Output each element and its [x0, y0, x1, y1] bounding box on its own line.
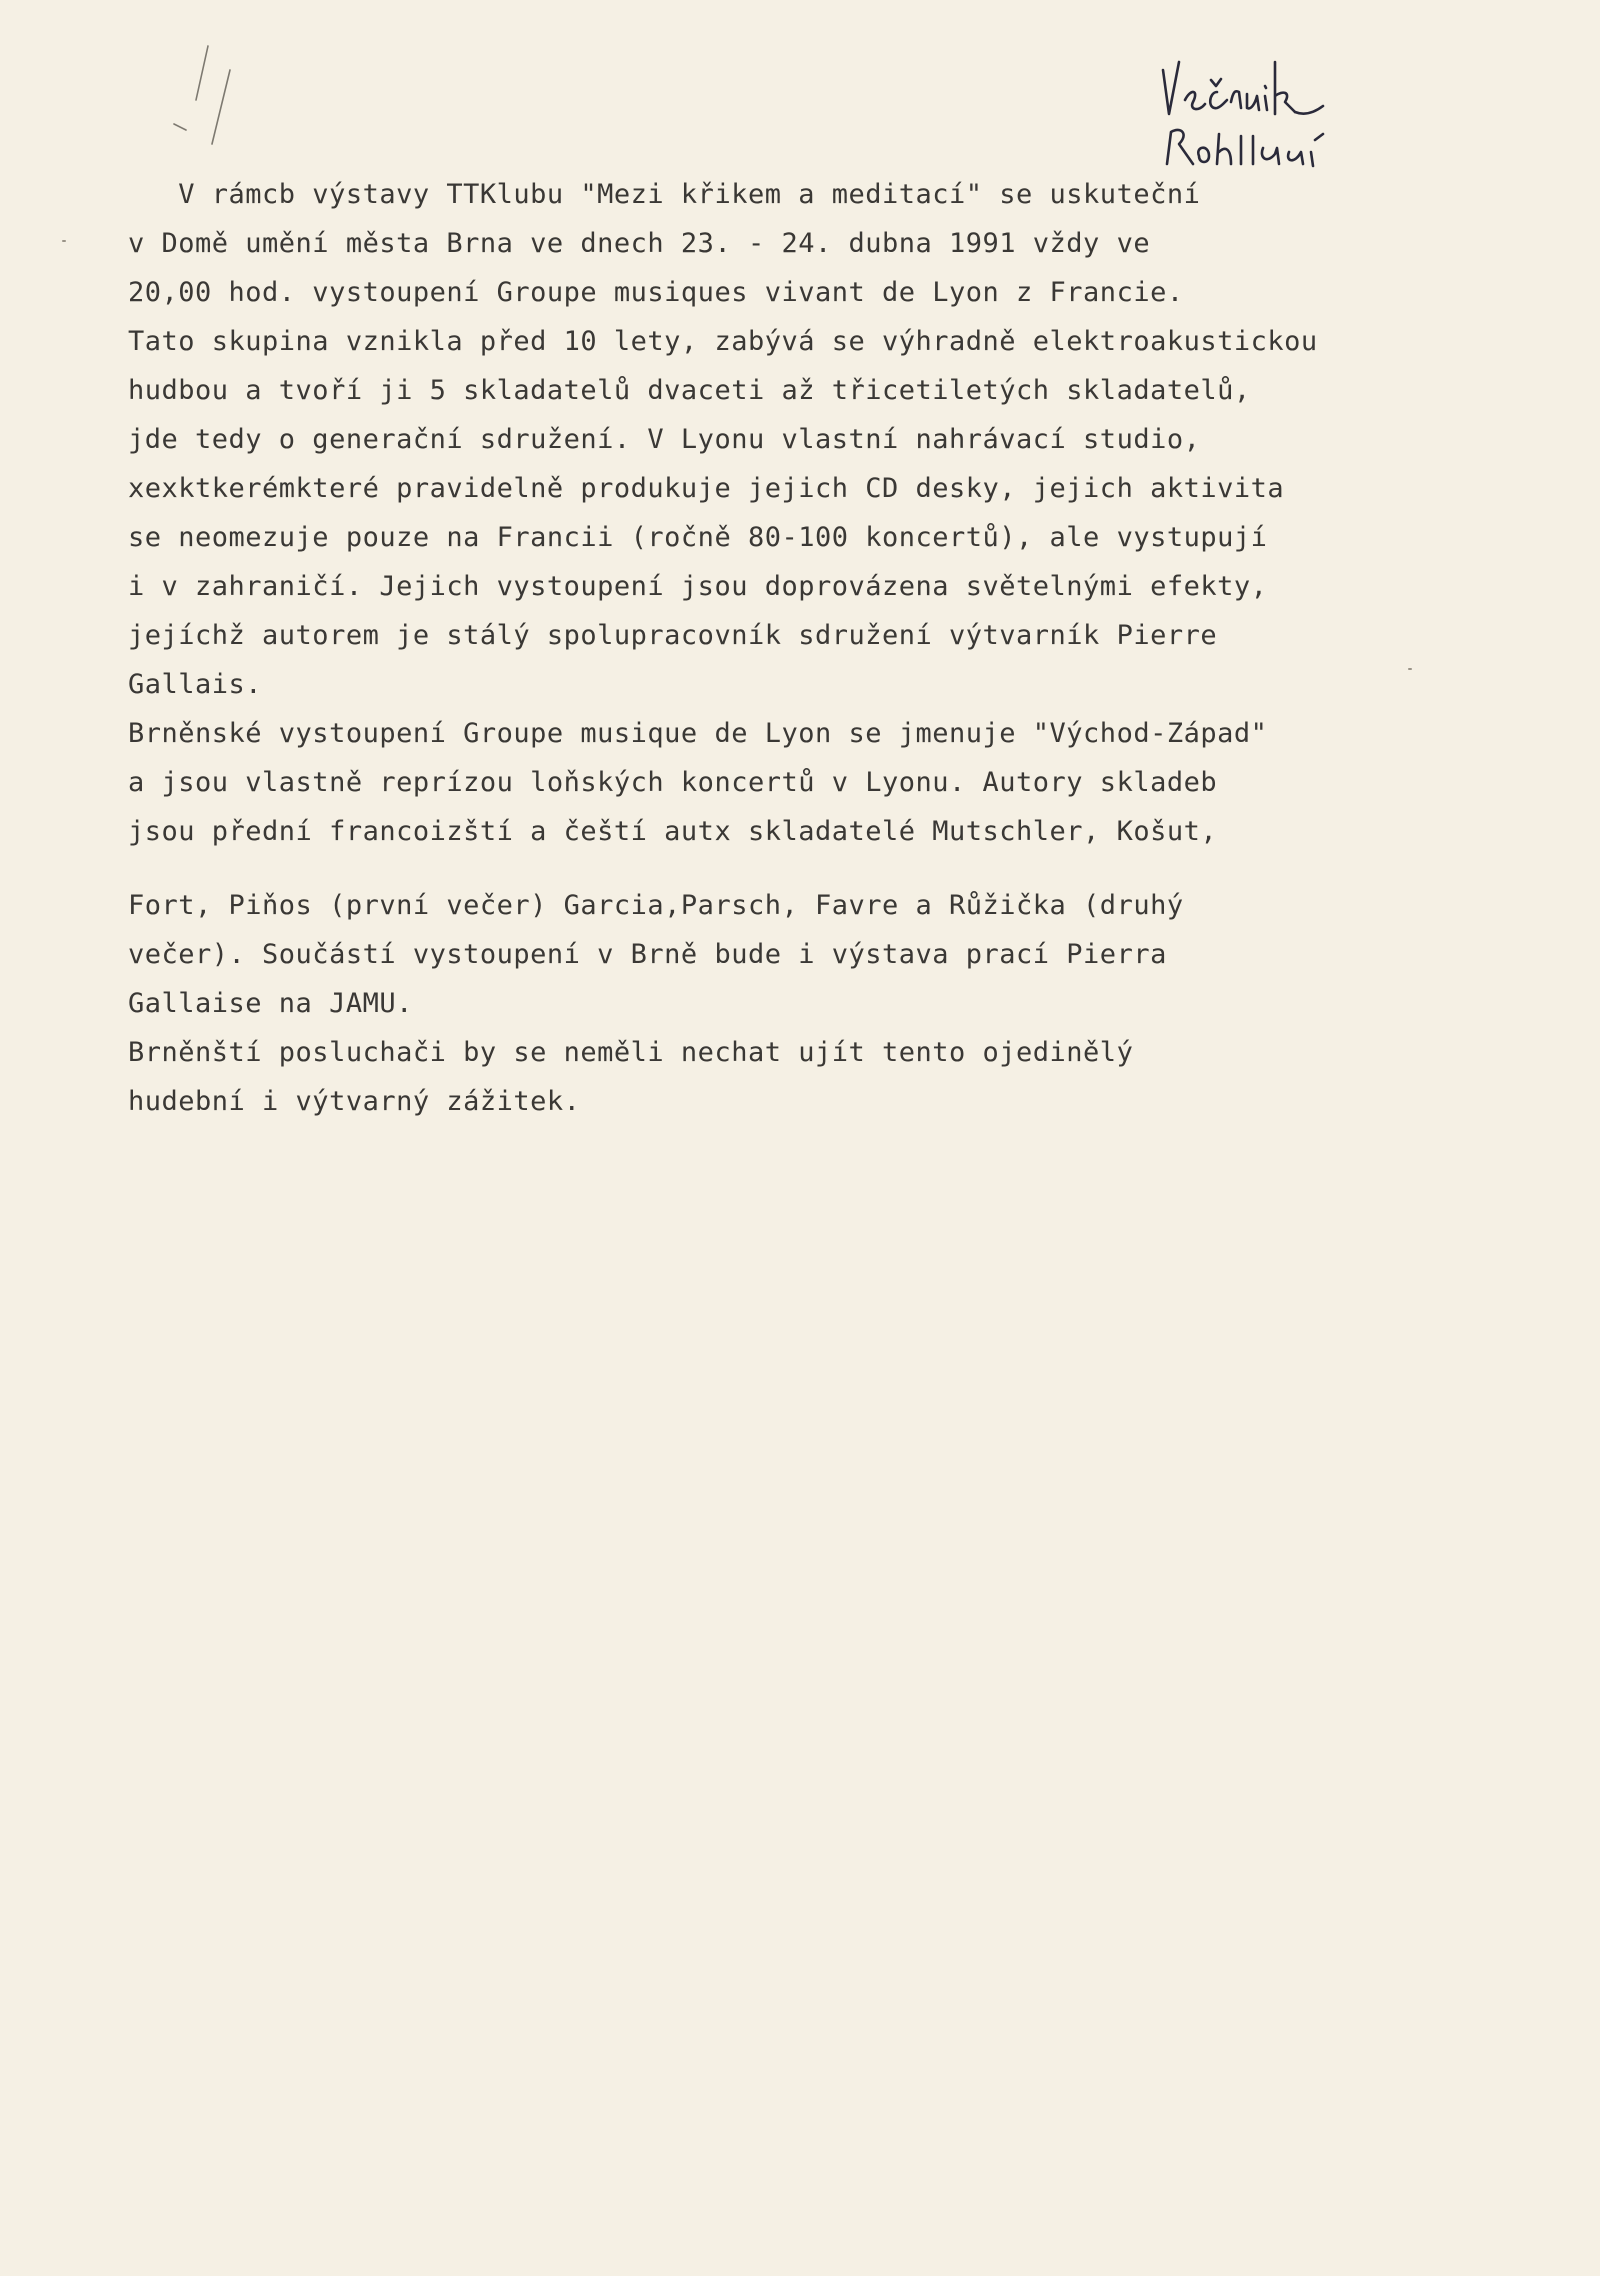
text-line: Brněnští posluchači by se neměli nechat ujít tento ojedinělý — [128, 1037, 1134, 1068]
text-line: i v zahraničí. Jejich vystoupení jsou doprovázena světelnými efekty, — [128, 571, 1268, 602]
text-line: hudební i výtvarný zážitek. — [128, 1086, 581, 1117]
pencil-marks — [160, 40, 250, 160]
handwritten-signature — [1155, 52, 1395, 182]
text-line: se neomezuje pouze na Francii (ročně 80-100 koncertů), ale vystupují — [128, 522, 1268, 553]
text-line: Brněnské vystoupení Groupe musique de Lyon se jmenuje "Východ-Západ" — [128, 718, 1268, 749]
text-line: hudbou a tvoří ji 5 skladatelů dvaceti až třicetiletých skladatelů, — [128, 375, 1251, 406]
text-line: jejíchž autorem je stálý spolupracovník sdružení výtvarník Pierre — [128, 620, 1218, 651]
text-line: v Domě umění města Brna ve dnech 23. - 24. dubna 1991 vždy ve — [128, 228, 1151, 259]
text-line: V rámcb výstavy TTKlubu "Mezi křikem a meditací" se uskuteční — [128, 179, 1201, 210]
text-line: Gallais. — [128, 669, 263, 700]
text-line: Fort, Piňos (první večer) Garcia,Parsch, Favre a Růžička (druhý — [128, 890, 1184, 921]
text-line: xexktkerémkteré pravidelně produkuje jejich CD desky, jejich aktivita — [128, 473, 1285, 504]
text-line: jsou přední francoizští a čeští autx skladatelé Mutschler, Košut, — [128, 816, 1218, 847]
text-line: 20,00 hod. vystoupení Groupe musiques vivant de Lyon z Francie. — [128, 277, 1184, 308]
text-line: jde tedy o generační sdružení. V Lyonu vlastní nahrávací studio, — [128, 424, 1201, 455]
text-line: a jsou vlastně reprízou loňských koncertů v Lyonu. Autory skladeb — [128, 767, 1218, 798]
text-line: večer). Součástí vystoupení v Brně bude i výstava prací Pierra — [128, 939, 1167, 970]
typed-text-body — [128, 170, 1548, 1126]
paper-speck — [62, 240, 66, 242]
text-line: Tato skupina vznikla před 10 lety, zabývá se výhradně elektroakustickou — [128, 326, 1318, 357]
text-line: Gallaise na JAMU. — [128, 988, 413, 1019]
